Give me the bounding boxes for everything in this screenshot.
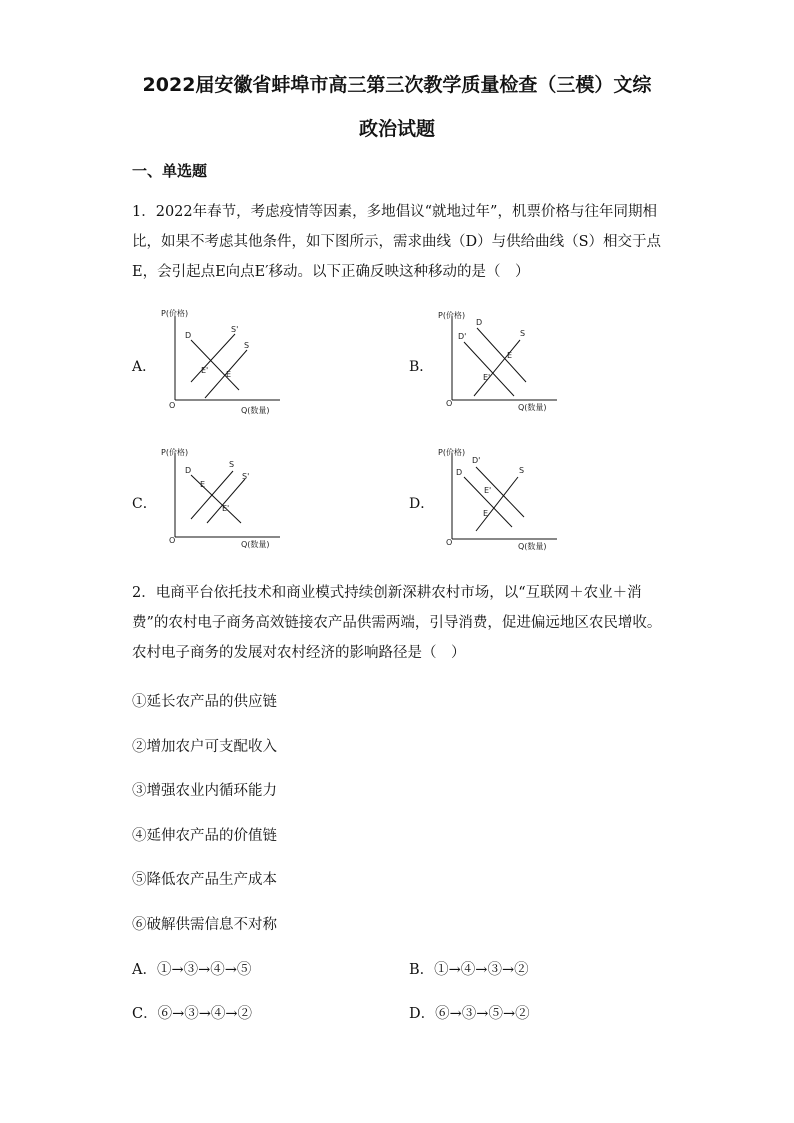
question-2-stem: 2．电商平台依托技术和商业模式持续创新深耕农村市场，以“互联网＋农业＋消费”的农村电子商务高效链接农产品供需两端，引导消费，促进偏远地区农民增收。农村电子商务的发展对农村经济的影响路径是（ ） xyxy=(132,585,662,661)
choice-letter: D． xyxy=(409,1006,436,1022)
choice-a[interactable] xyxy=(132,958,251,979)
item-3: ③增强农业内循环能力 xyxy=(132,783,277,799)
demand-curve-d xyxy=(191,475,241,523)
point-label-e-prime: E' xyxy=(483,373,491,382)
origin-label: O xyxy=(446,538,453,547)
choice-letter: B． xyxy=(409,962,435,978)
point-label-e: E xyxy=(507,351,513,360)
page-subtitle: 政治试题 xyxy=(358,118,435,140)
option-a-label: A． xyxy=(132,359,157,375)
option-b-label: B． xyxy=(409,359,434,375)
curve-label-s-prime: S' xyxy=(242,472,250,481)
point-label-e-prime: E' xyxy=(484,486,492,495)
page-title: 2022届安徽省蚌埠市高三第三次教学质量检查（三模）文综 xyxy=(142,74,652,96)
x-axis-label: Q(数量) xyxy=(518,403,547,412)
item-1: ①延长农产品的供应链 xyxy=(132,694,277,710)
point-label-e: E xyxy=(200,480,206,489)
option-d-label: D． xyxy=(409,496,435,512)
curve-label-s: S xyxy=(520,329,526,338)
point-label-e-prime: E' xyxy=(201,366,209,375)
question-1-stem: 1．2022年春节，考虑疫情等因素，多地倡议“就地过年”，机票价格与往年同期相比，如果不考虑其他条件，如下图所示，需求曲线（D）与供给曲线（S）相交于点E，会引起点E向点E′移动。以下正确反映这种移动的是（ ） xyxy=(132,204,662,280)
curve-label-s-prime: S' xyxy=(231,325,239,334)
curve-label-s: S xyxy=(244,341,250,350)
choice-letter: A． xyxy=(132,962,157,978)
choice-text: ①→④→③→② xyxy=(434,962,529,978)
origin-label: O xyxy=(169,536,176,545)
x-axis-label: Q(数量) xyxy=(241,540,270,549)
choice-b[interactable] xyxy=(409,958,529,979)
curve-label-d: D xyxy=(185,331,192,340)
graph-a[interactable] xyxy=(155,306,285,418)
x-axis-label: Q(数量) xyxy=(518,542,547,551)
graph-a-svg xyxy=(155,306,285,418)
item-5: ⑤降低农产品生产成本 xyxy=(132,872,277,888)
option-c-label: C． xyxy=(132,496,157,512)
choice-c[interactable] xyxy=(132,1002,252,1023)
choice-letter: C． xyxy=(132,1006,158,1022)
graph-c-svg xyxy=(155,443,285,555)
x-axis-label: Q(数量) xyxy=(241,406,270,415)
point-label-e: E xyxy=(483,509,489,518)
graph-b[interactable] xyxy=(432,306,562,418)
choice-text: ⑥→③→⑤→② xyxy=(435,1006,530,1022)
item-4: ④延伸农产品的价值链 xyxy=(132,828,277,844)
item-6: ⑥破解供需信息不对称 xyxy=(132,917,277,933)
graph-b-svg xyxy=(432,306,562,418)
choice-text: ①→③→④→⑤ xyxy=(156,962,252,978)
y-axis-label: P(价格) xyxy=(438,448,466,457)
curve-label-d: D xyxy=(185,466,192,475)
point-label-e-prime: E' xyxy=(222,504,230,513)
item-2: ②增加农户可支配收入 xyxy=(132,739,277,755)
curve-label-d-prime: D' xyxy=(472,456,481,465)
y-axis-label: P(价格) xyxy=(161,448,189,457)
supply-curve-s-prime xyxy=(207,479,245,523)
curve-label-d: D xyxy=(476,318,483,327)
demand-curve-d xyxy=(464,477,512,527)
curve-label-s: S xyxy=(519,466,525,475)
choice-d[interactable] xyxy=(409,1002,530,1023)
curve-label-s: S xyxy=(229,460,235,469)
graph-d-svg xyxy=(432,443,562,555)
origin-label: O xyxy=(446,399,453,408)
y-axis-label: P(价格) xyxy=(161,309,189,318)
section-title: 一、单选题 xyxy=(132,162,208,180)
point-label-e: E xyxy=(226,370,232,379)
demand-curve-d xyxy=(191,340,239,390)
graph-c[interactable] xyxy=(155,443,285,555)
curve-label-d-prime: D' xyxy=(458,332,467,341)
choice-text: ⑥→③→④→② xyxy=(157,1006,253,1022)
curve-label-d: D xyxy=(456,468,463,477)
y-axis-label: P(价格) xyxy=(438,311,466,320)
origin-label: O xyxy=(169,401,176,410)
graph-d[interactable] xyxy=(432,443,562,555)
